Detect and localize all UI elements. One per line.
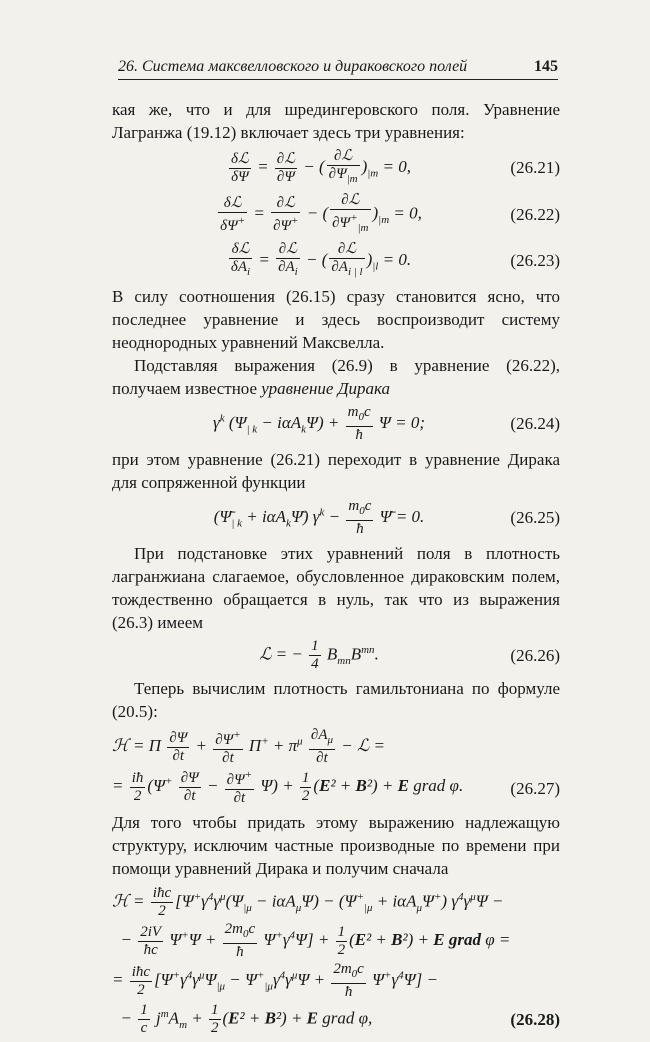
equation-26-28 (112, 884, 560, 1038)
running-header (118, 58, 558, 80)
paragraph-4: при этом уравнение (26.21) переходит в уравнение Дирака для сопряженной функции (112, 450, 560, 492)
equation-number: (26.26) (510, 645, 560, 665)
equation-math: ℋ = $\frac{\text{iħc}}{2}$ [$\Psi^+\gamma^4\gamma^\mu(\Psi_{|\mu} - i\alpha A_\mu\Psi) - (\Psi^+_{|\mu} + i\alpha A_\mu\Psi^+) \gamma^4\gamma^\mu\Psi$ − − $\frac{2iV}{ħc}$ Ψ+Ψ + $\frac{2m_0c}{ħ}$ $\Psi^+\gamma^4\Psi$] + $\frac{1}{2}$ (E² + B²) + E grad φ = = $\frac{\text{iħc}}{2}$ [$\Psi^+\gamma^4\gamma^\mu\Psi_{|\mu} - \Psi^+_{|\mu}\gamma^4\gamma^\mu\Psi$ + $\frac{2m_0c}{ħ}$ $\Psi^+\gamma^4\Psi$] − − $\frac{1}{c}$ $j^mA_m$ + $\frac{1}{2}$ (E² + B²) + E grad φ, (112, 885, 511, 1037)
equation-number: (26.24) (510, 414, 560, 433)
equation-number: (26.25) (510, 508, 560, 527)
equation-math: $\frac{\text{δℒ}}{\delta\Psi^+}$ = $\frac{\text{∂ℒ}}{\partial\Psi^+}$ − ( $\frac{\text{∂ℒ}}{\partial\Psi^+_{|m}}$ )$_{|m} = 0$, (220, 192, 422, 234)
dirac-equation-term: уравнение Дирака (261, 379, 391, 398)
equation-26-22 (112, 192, 560, 237)
equation-number: (26.22) (510, 204, 560, 224)
equation-number: (26.27) (510, 779, 560, 798)
equation-26-25 (112, 498, 560, 538)
page-body (112, 98, 560, 1042)
running-title: 26. Система максвелловского и дираковского полей (118, 58, 468, 75)
equation-math: ℒ = − $\frac{1}{4}$ $B_{mn}B^{mn}$. (259, 638, 379, 672)
equation-math: ($\Psī_{| k}$ + iαA$_k$Ψ̄) $\gamma^k$ − $\frac{m_0c}{ħ}$ Ψ̄ = 0. (213, 498, 425, 537)
paragraph-6: Теперь вычислим плотность гамильтониана по формуле (20.5): (112, 679, 560, 721)
equation-26-23 (112, 241, 560, 281)
paragraph-5: При подстановке этих уравнений поля в плотность лагранжиана слагаемое, обусловленное дираковским полем, тождественно обращается в нуль, так что из выражения (26.3) имеем (112, 544, 560, 632)
paragraph-3 (112, 354, 560, 400)
equation-26-21 (112, 148, 560, 188)
equation-26-24 (112, 404, 560, 444)
equation-number: (26.21) (510, 158, 560, 177)
paragraph-1: кая же, что и для шредингеровского поля. Уравнение Лагранжа (19.12) включает здесь три уравнения: (112, 100, 560, 142)
equation-math: $\frac{\text{δℒ}}{\delta A_i}$ = $\frac{\text{∂ℒ}}{\partial A_i}$ − ( $\frac{\text{∂ℒ}}{\partial A_{i | l}}$ )$_{|l} = 0$. (230, 241, 412, 278)
paragraph-7: Для того чтобы придать этому выражению надлежащую структуру, исключим частные производные по времени при помощи уравнений Дирака и получим сначала (112, 813, 560, 878)
page-number: 145 (534, 58, 558, 75)
equation-26-26 (112, 638, 560, 673)
equation-number: (26.23) (510, 251, 560, 270)
equation-math: $\gamma^k$ $(\Psi_{| k} - i\alpha A_k\Psi)$ + $\frac{m_0c}{ħ}$ Ψ = 0; (213, 404, 425, 443)
equation-math: ℋ = Π $\frac{\partial\Psi}{\partial t}$ + $\frac{\partial\Psi^+}{\partial t}$ $\Pi^+ + \pi^\mu$ $\frac{\partial A_\mu}{\partial t}$ − ℒ = = $\frac{iħ}{2}$ (Ψ+ $\frac{\partial\Psi}{\partial t}$ − $\frac{\partial\Psi^+}{\partial t}$ Ψ) + $\frac{1}{2}$ (E² + B²) + E grad φ. (112, 727, 464, 806)
equation-math: $\frac{\text{δℒ}}{\delta\Psi}$ = $\frac{\text{∂ℒ}}{\partial\Psi}$ − ( $\frac{\text{∂ℒ}}{\partial\Psi_{|m}}$ )$_{|m} = 0$, (231, 148, 411, 185)
paragraph-2: В силу соотношения (26.15) сразу становится ясно, что последнее уравнение и здесь воспроизводит систему неоднородных уравнений Максвелла. (112, 287, 560, 352)
equation-number: (26.28) (510, 1010, 560, 1030)
equation-26-27 (112, 727, 560, 807)
paragraph-3-text: Подставляя выражения (26.9) в уравнение (26.22), получаем известное (112, 356, 560, 398)
